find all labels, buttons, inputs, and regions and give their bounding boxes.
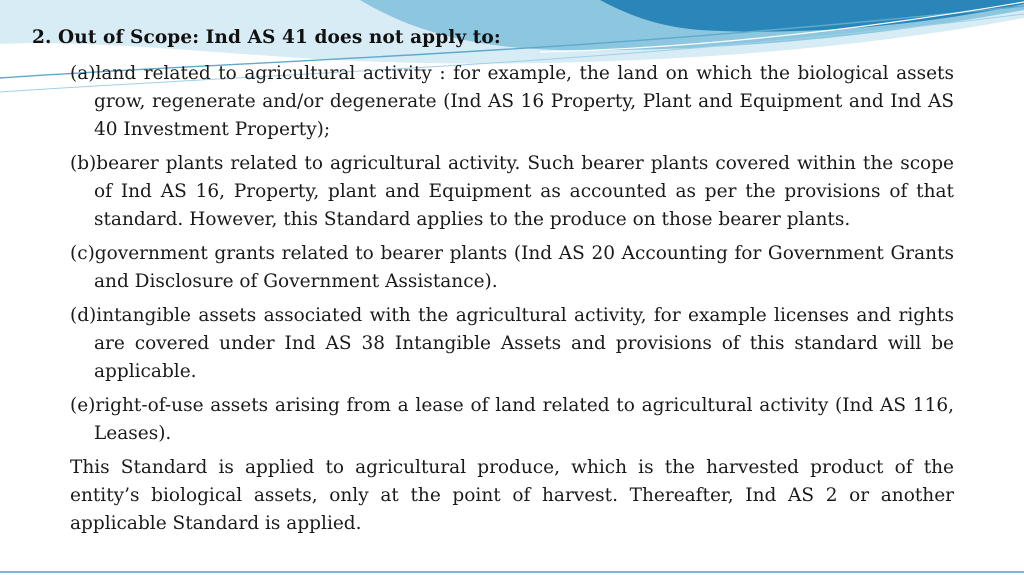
scope-item-c: (c)government grants related to bearer plants (Ind AS 20 Accounting for Government Grants and Disclosure of Government Assistance). xyxy=(70,243,954,292)
slide-body xyxy=(70,60,954,538)
scope-item-d: (d)intangible assets associated with the agricultural activity, for example licenses and rights are covered under Ind AS 38 Intangible Assets and provisions of this standard will be applicable. xyxy=(70,305,954,382)
scope-item-e: (e)right-of-use assets arising from a lease of land related to agricultural activity (Ind AS 116, Leases). xyxy=(70,395,954,444)
closing-paragraph: This Standard is applied to agricultural produce, which is the harvested product of the entity’s biological assets, only at the point of harvest. Thereafter, Ind AS 2 or another applicable Standard is applied. xyxy=(70,457,954,534)
scope-item-a: (a)land related to agricultural activity : for example, the land on which the biological assets grow, regenerate and/or degenerate (Ind AS 16 Property, Plant and Equipment and Ind AS 40 Investment Property); xyxy=(70,63,954,140)
slide-title: 2. Out of Scope: Ind AS 41 does not apply to: xyxy=(32,27,501,48)
scope-item-b: (b)bearer plants related to agricultural activity. Such bearer plants covered within the scope of Ind AS 16, Property, plant and Equipment as accounted as per the provisions of that standard. However, this Standard applies to the produce on those bearer plants. xyxy=(70,153,954,230)
bottom-divider xyxy=(0,571,1024,573)
